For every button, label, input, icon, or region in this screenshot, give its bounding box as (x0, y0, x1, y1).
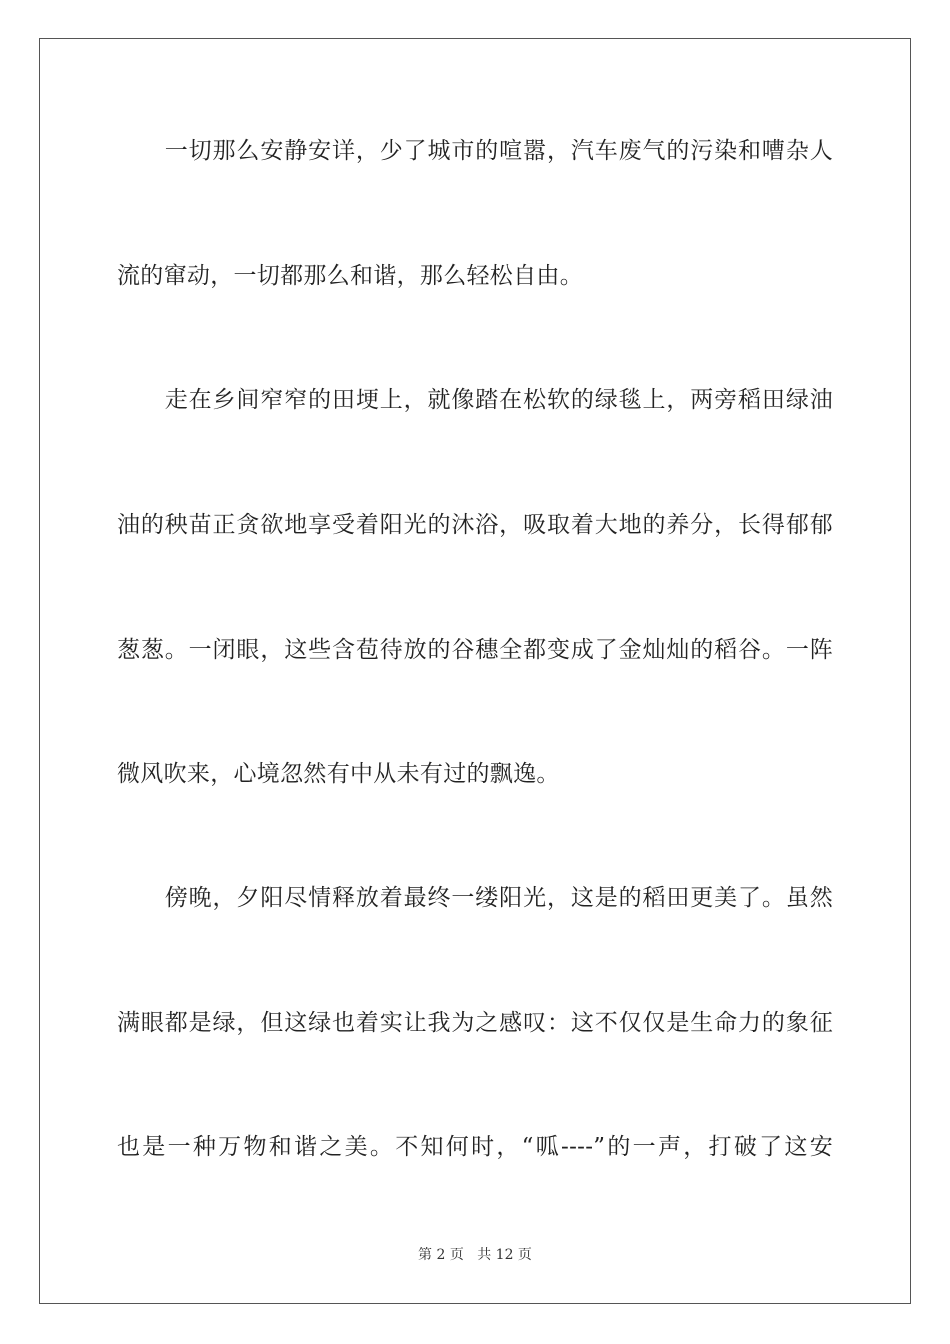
page-footer (0, 1246, 950, 1264)
paragraph-line: 走在乡间窄窄的田埂上，就像踏在松软的绿毯上，两旁稻田绿油 (117, 387, 833, 413)
paragraph-line: 油的秧苗正贪欲地享受着阳光的沐浴，吸取着大地的养分，长得郁郁 (117, 512, 833, 538)
page-total: 共 12 页 (477, 1247, 532, 1263)
paragraph-line: 一切那么安静安详，少了城市的喧嚣，汽车废气的污染和嘈杂人 (117, 138, 833, 164)
paragraph-line: 满眼都是绿，但这绿也着实让我为之感叹：这不仅仅是生命力的象征 (117, 1010, 833, 1036)
paragraph-line: 傍晚，夕阳尽情释放着最终一缕阳光，这是的稻田更美了。虽然 (117, 885, 833, 911)
paragraph-line: 也是一种万物和谐之美。不知何时，“呱----”的一声，打破了这安 (117, 1134, 833, 1160)
page-border (39, 38, 911, 1304)
paragraph-line: 微风吹来，心境忽然有中从未有过的飘逸。 (117, 761, 560, 787)
paragraph-line: 流的窜动，一切都那么和谐，那么轻松自由。 (117, 263, 583, 289)
paragraph-line: 葱葱。一闭眼，这些含苞待放的谷穗全都变成了金灿灿的稻谷。一阵 (117, 637, 833, 663)
page-number: 第 2 页 (418, 1247, 464, 1263)
